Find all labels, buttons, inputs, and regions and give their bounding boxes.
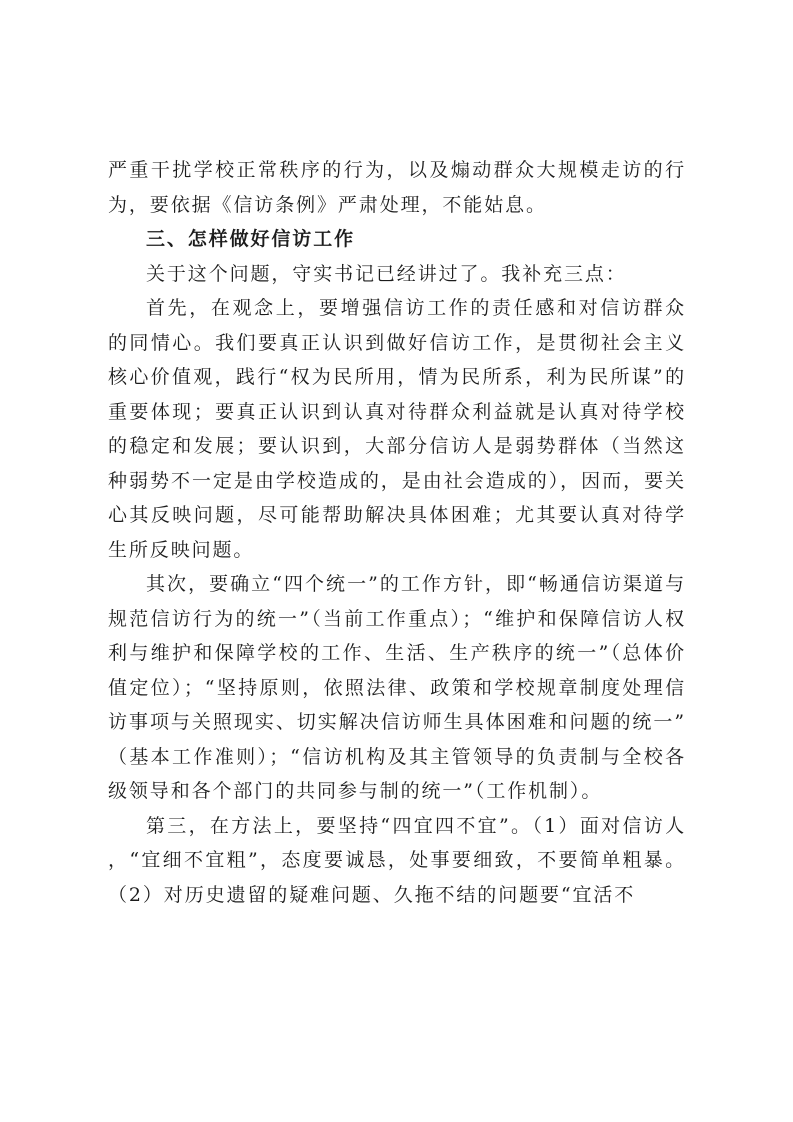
document-body: [108, 153, 686, 912]
paragraph-third-point: 第三，在方法上，要坚持“四宜四不宜”。（1）面对信访人，“宜细不宜粗”，态度要诚恳，处事要细致，不要简单粗暴。（2）对历史遗留的疑难问题、久拖不结的问题要“宜活不: [108, 814, 686, 906]
paragraph-continuation: 严重干扰学校正常秩序的行为，以及煽动群众大规模走访的行为，要依据《信访条例》严肃处理，不能姑息。: [108, 159, 686, 216]
section-heading: 三、怎样做好信访工作: [146, 228, 356, 250]
paragraph-first-point: 首先，在观念上，要增强信访工作的责任感和对信访群众的同情心。我们要真正认识到做好信访工作，是贯彻社会主义核心价值观，践行“权为民所用，情为民所系，利为民所谋”的重要体现；要真正认识到认真对待群众利益就是认真对待学校的稳定和发展；要认识到，大部分信访人是弱势群体（当然这种弱势不一定是由学校造成的，是由社会造成的），因而，要关心其反映问题，尽可能帮助解决具体困难；尤其要认真对待学生所反映问题。: [108, 297, 686, 561]
paragraph-second-point: 其次，要确立“四个统一”的工作方针，即“畅通信访渠道与规范信访行为的统一”（当前工作重点）；“维护和保障信访人权利与维护和保障学校的工作、生活、生产秩序的统一”（总体价值定位）；“坚持原则，依照法律、政策和学校规章制度处理信访事项与关照现实、切实解决信访师生具体困难和问题的统一”（基本工作准则）；“信访机构及其主管领导的负责制与全校各级领导和各个部门的共同参与制的统一”（工作机制）。: [108, 573, 686, 802]
paragraph-intro: 关于这个问题，守实书记已经讲过了。我补充三点：: [146, 262, 627, 285]
